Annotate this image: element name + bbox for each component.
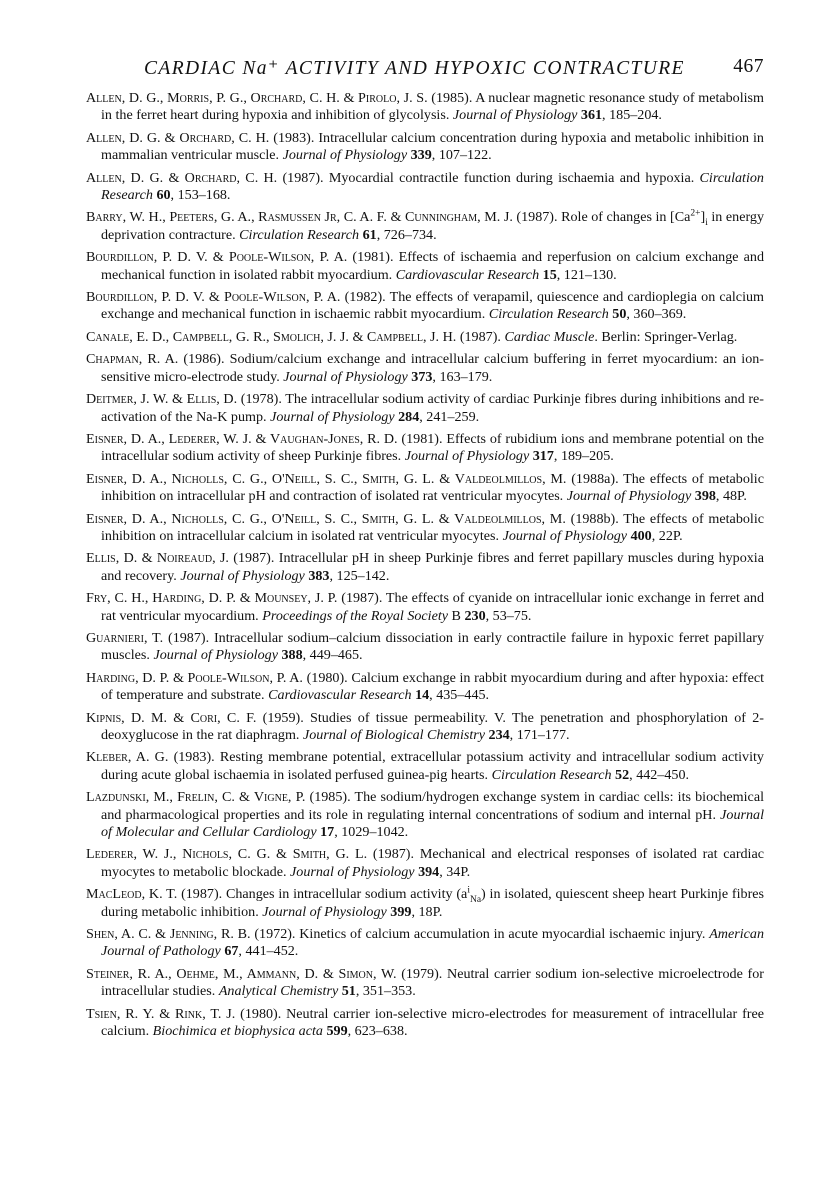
reference-year: (1988b). — [570, 510, 619, 527]
reference-pages: , 121–130. — [556, 266, 617, 283]
reference-journal: Cardiovascular Research — [268, 687, 412, 704]
reference-pages: , 449–465. — [302, 647, 363, 664]
reference-title: Intracellular sodium–calcium dissociation in early contractile failure in hypoxic ferret papillary muscles. — [101, 629, 764, 664]
reference-pages: , 241–259. — [419, 408, 480, 425]
reference-authors: Steiner, R. A., Oehme, M., Ammann, D. & Simon, W. — [86, 965, 397, 982]
reference-pages: , 107–122. — [431, 147, 492, 164]
reference-volume: 388 — [281, 647, 303, 664]
reference-authors: Kipnis, D. M. & Cori, C. F. — [86, 709, 257, 726]
reference-journal: Journal of Physiology — [153, 647, 278, 664]
reference-journal: Circulation Research — [101, 169, 764, 204]
reference-year: (1987). — [459, 328, 501, 345]
reference-volume: 599 — [326, 1023, 348, 1040]
reference-volume: 284 — [398, 408, 420, 425]
reference-journal: Journal of Biological Chemistry — [302, 727, 485, 743]
reference-pages: . Berlin: Springer-Verlag. — [594, 328, 738, 345]
reference-year: (1972). — [254, 926, 296, 943]
reference-title: The intracellular sodium activity of cardiac Purkinje fibres during inhibitions and re-activation of the Na-K pump. — [101, 391, 764, 425]
reference-pages: , 22P. — [651, 527, 683, 544]
reference-authors: Ellis, D. & Noireaud, J. — [86, 550, 229, 567]
reference-item — [86, 511, 764, 546]
reference-year: (1980). — [306, 669, 348, 686]
reference-title: Effects of rubidium ions and membrane potential on the intracellular sodium activity of sheep Purkinje fibres. — [101, 430, 764, 465]
reference-authors: Guarnieri, T. — [86, 629, 164, 646]
reference-volume: 61 — [362, 226, 377, 243]
reference-pages: , 125–142. — [329, 567, 390, 584]
reference-item — [86, 926, 764, 961]
title-superscript: i — [467, 885, 470, 896]
reference-authors: Kleber, A. G. — [86, 749, 169, 766]
reference-journal: American Journal of Pathology — [101, 926, 764, 960]
reference-item — [86, 710, 764, 745]
reference-volume: 67 — [224, 943, 239, 960]
reference-title: Changes in intracellular sodium activity $(a^i_{Na})$ in isolated, quiescent sheep heart Purkinje fibres during metabolic inhibition. — [101, 885, 765, 920]
reference-title: The effects of cyanide on intracellular ionic exchange in ferret and rat ventricular myocardium. — [101, 590, 765, 624]
reference-year: (1982). — [344, 289, 386, 306]
reference-authors: Canale, E. D., Campbell, G. R., Smolich, J. J. & Campbell, J. H. — [86, 328, 457, 345]
reference-journal: Cardiovascular Research — [395, 266, 540, 283]
reference-pages: , 1029–1042. — [334, 824, 409, 841]
reference-title: Intracellular pH in sheep Purkinje fibres and ferret papillary muscles during hypoxia and recovery. — [101, 550, 764, 584]
reference-journal: Journal of Physiology — [270, 408, 395, 425]
reference-title: Myocardial contractile function during ischaemia and hypoxia. — [328, 169, 695, 186]
reference-item — [86, 550, 764, 585]
running-title: CARDIAC Na⁺ ACTIVITY AND HYPOXIC CONTRACTURE — [144, 58, 685, 79]
reference-volume: 60 — [156, 187, 171, 204]
reference-item — [86, 130, 764, 165]
reference-title: Kinetics of calcium accumulation in acute myocardial ischaemic injury. — [299, 926, 706, 943]
reference-title: The sodium/hydrogen exchange system in cardiac cells: its biochemical and pharmacological properties and its role in regulating internal concentrations of sodium and internal pH. — [101, 789, 764, 823]
reference-title: Intracellular calcium concentration during hypoxia and metabolic inhibition in mammalian ventricular muscle. — [101, 129, 764, 164]
reference-authors: Bourdillon, P. D. V. & Poole-Wilson, P. A. — [86, 289, 341, 306]
reference-year: (1985). — [309, 789, 351, 806]
reference-journal: Circulation Research — [491, 766, 612, 783]
reference-volume: 17 — [320, 824, 335, 841]
reference-item — [86, 1006, 764, 1041]
reference-title: The effects of verapamil, quiescence and cardioplegia on calcium exchange and mechanical function in ischaemic rabbit myocardium. — [101, 289, 764, 323]
reference-title: The effects of metabolic inhibition on intracellular calcium in isolated rat ventricular myocytes. — [101, 510, 764, 544]
reference-authors: Lazdunski, M., Frelin, C. & Vigne, P. — [86, 789, 306, 806]
title-superscript: 2+ — [690, 208, 701, 219]
reference-year: (1985). — [431, 90, 473, 106]
reference-volume: 383 — [308, 567, 330, 584]
reference-authors: Allen, D. G., Morris, P. G., Orchard, C. H. & Pirolo, J. S. — [86, 90, 428, 106]
reference-journal: Journal of Physiology — [290, 863, 415, 880]
reference-item — [86, 391, 764, 426]
reference-year: (1978). — [240, 391, 282, 408]
reference-volume: 339 — [410, 147, 432, 164]
reference-item — [86, 670, 764, 705]
reference-title: Mechanical and electrical responses of isolated rat cardiac myocytes to metabolic blockade. — [101, 846, 764, 880]
reference-volume: 398 — [694, 488, 716, 505]
reference-item — [86, 249, 764, 284]
reference-volume: 52 — [615, 766, 630, 783]
reference-item: Fry, C. H., Harding, D. P. & Mounsey, J. P. (1987). The effects of cyanide on intracellular ionic exchange in ferret and rat ventricular myocardium. Proceedings of the Royal Society B 230, 53–75. — [86, 590, 765, 624]
reference-year: (1987). — [233, 550, 275, 567]
reference-title: Studies of tissue permeability. V. The penetration and phosphorylation of 2-deoxyglucose in the rat diaphragm. — [101, 709, 764, 743]
page-number: 467 — [733, 56, 764, 77]
reference-journal: Journal of Physiology — [502, 527, 628, 544]
reference-authors: Eisner, D. A., Nicholls, C. G., O'Neill, S. C., Smith, G. L. & Valdeolmillos, M. — [86, 470, 567, 487]
reference-year: (1983). — [173, 749, 215, 766]
reference-authors: Eisner, D. A., Lederer, W. J. & Vaughan-Jones, R. D. — [86, 430, 398, 447]
reference-pages: , 351–353. — [355, 983, 416, 1000]
reference-authors: Allen, D. G. & Orchard, C. H. — [86, 129, 270, 146]
reference-year: (1987). — [341, 590, 383, 607]
reference-authors: Barry, W. H., Peeters, G. A., Rasmussen Jr, C. A. F. & Cunningham, M. J. — [86, 209, 513, 226]
reference-pages: , 171–177. — [509, 727, 570, 743]
reference-journal: Journal of Physiology — [262, 903, 387, 920]
page-header — [86, 56, 764, 82]
reference-pages: , 726–734. — [376, 226, 437, 243]
reference-item — [86, 886, 764, 921]
reference-journal: Journal of Physiology — [452, 107, 578, 124]
reference-volume: 15 — [542, 266, 557, 283]
reference-authors: Tsien, R. Y. & Rink, T. J. — [86, 1005, 236, 1022]
reference-pages: , 34P. — [439, 863, 471, 880]
reference-title: Neutral carrier ion-selective micro-electrodes for measurement of intracellular free calcium. — [101, 1005, 764, 1040]
reference-journal: Circulation Research — [239, 226, 360, 243]
reference-journal: Journal of Physiology — [180, 567, 305, 584]
reference-authors: Eisner, D. A., Nicholls, C. G., O'Neill, S. C., Smith, G. L. & Valdeolmillos, M. — [86, 510, 566, 527]
reference-journal: Cardiac Muscle — [504, 328, 595, 345]
reference-pages: , 360–369. — [626, 306, 687, 323]
reference-year: (1986). — [183, 351, 225, 368]
reference-authors: Bourdillon, P. D. V. & Poole-Wilson, P. A. — [86, 249, 348, 266]
reference-authors: Harding, D. P. & Poole-Wilson, P. A. — [86, 669, 303, 686]
reference-journal: Circulation Research — [488, 306, 609, 323]
reference-item — [86, 209, 764, 244]
reference-authors: Shen, A. C. & Jenning, R. B. — [86, 926, 251, 943]
reference-item — [86, 471, 764, 506]
reference-volume: 234 — [488, 727, 510, 743]
reference-journal: Analytical Chemistry — [218, 983, 339, 1000]
reference-volume: 14 — [415, 687, 430, 704]
reference-title: Effects of ischaemia and reperfusion on calcium exchange and mechanical function in isolated rabbit myocardium. — [101, 249, 764, 283]
reference-year: (1981). — [401, 430, 443, 447]
reference-year: (1979). — [401, 965, 443, 982]
reference-pages: , 185–204. — [602, 107, 662, 124]
reference-journal: Journal of Physiology — [282, 147, 408, 164]
reference-item — [86, 630, 764, 665]
reference-year: (1987). — [168, 629, 210, 646]
reference-title: Neutral carrier sodium ion-selective microelectrode for intracellular studies. — [101, 965, 764, 1000]
title-subscript: Na — [469, 895, 482, 906]
reference-item — [86, 170, 764, 205]
reference-year: (1987). — [181, 886, 223, 903]
reference-year: (1959). — [262, 709, 304, 726]
reference-item — [86, 351, 764, 386]
reference-pages: , 53–75. — [485, 607, 532, 624]
reference-item — [86, 289, 764, 324]
reference-year: (1987). — [282, 169, 324, 186]
reference-title: Role of changes in $[Ca^{2+}]_i$ in energy deprivation contracture. — [101, 208, 764, 243]
reference-authors: Lederer, W. J., Nichols, C. G. & Smith, G. L. — [86, 846, 368, 863]
reference-authors: Fry, C. H., Harding, D. P. & Mounsey, J. P. — [86, 590, 338, 607]
reference-list — [86, 90, 764, 1041]
reference-title: The effects of metabolic inhibition on intracellular pH and contraction of isolated rat ventricular myocytes. — [101, 470, 764, 505]
reference-authors: Chapman, R. A. — [86, 351, 179, 368]
reference-title: Calcium exchange in rabbit myocardium during and after hypoxia: effect of temperature and substrate. — [101, 669, 764, 704]
reference-journal: Journal of Molecular and Cellular Cardiology — [101, 806, 764, 841]
reference-journal: Proceedings of the Royal Society — [262, 607, 449, 624]
reference-authors: MacLeod, K. T. — [86, 886, 178, 903]
reference-journal: Journal of Physiology — [283, 368, 408, 385]
reference-item — [86, 966, 764, 1001]
reference-authors: Deitmer, J. W. & Ellis, D. — [86, 391, 238, 408]
reference-pages: , 189–205. — [553, 448, 614, 465]
reference-pages: , 153–168. — [170, 187, 231, 204]
reference-title: Resting membrane potential, extracellular potassium activity and intracellular sodium activity during acute global ischaemia in isolated perfused guinea-pig hearts. — [101, 749, 764, 783]
reference-volume: 361 — [580, 107, 603, 124]
reference-volume: 400 — [630, 527, 652, 544]
reference-volume: 317 — [532, 448, 554, 465]
reference-volume: 50 — [612, 306, 627, 323]
reference-year: (1981). — [352, 249, 394, 266]
reference-year: (1987). — [516, 209, 558, 226]
reference-item — [86, 90, 764, 125]
reference-pages: , 623–638. — [347, 1023, 408, 1040]
reference-pages: , 442–450. — [629, 766, 690, 783]
title-subscript: i — [705, 218, 708, 229]
reference-title: A nuclear magnetic resonance study of metabolism in the ferret heart during hypoxia and inhibition of glycolysis. — [101, 90, 764, 124]
reference-pages: , 441–452. — [238, 943, 299, 960]
reference-item — [86, 329, 764, 346]
reference-year: (1983). — [273, 129, 315, 146]
reference-year: (1988a). — [571, 470, 619, 487]
reference-pages: , 18P. — [411, 903, 443, 920]
reference-authors: Allen, D. G. & Orchard, C. H. — [86, 169, 278, 186]
page — [86, 56, 764, 1046]
reference-item — [86, 749, 764, 784]
reference-volume: 394 — [418, 863, 440, 880]
reference-year: (1987). — [372, 846, 415, 863]
reference-journal: Biochimica et biophysica acta — [152, 1023, 323, 1040]
reference-journal: Journal of Physiology — [566, 488, 692, 505]
reference-volume: 399 — [390, 903, 412, 920]
reference-item — [86, 846, 764, 881]
reference-pages: , 48P. — [715, 488, 747, 505]
reference-volume: 51 — [341, 983, 356, 1000]
reference-volume: 230 — [464, 607, 486, 624]
reference-year: (1980). — [240, 1005, 282, 1022]
reference-pages: , 163–179. — [432, 368, 493, 385]
reference-item — [86, 431, 764, 466]
reference-pages: , 435–445. — [429, 687, 490, 704]
reference-title: Sodium/calcium exchange and intracellular calcium buffering in ferret myocardium: an ion-sensitive micro-electrode study. — [101, 351, 764, 385]
reference-volume: 373 — [411, 368, 433, 385]
reference-item — [86, 789, 764, 841]
reference-journal: Journal of Physiology — [404, 448, 530, 465]
